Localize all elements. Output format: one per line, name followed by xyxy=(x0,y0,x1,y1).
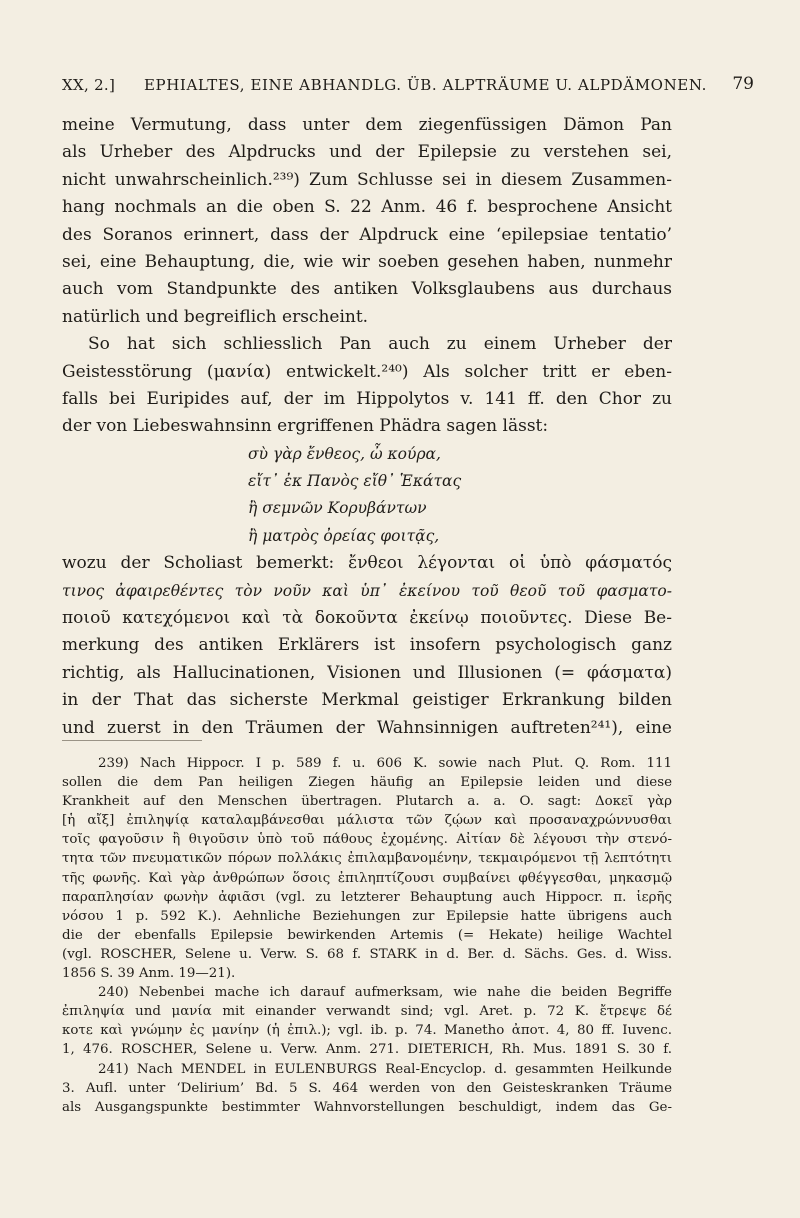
running-header xyxy=(62,76,754,102)
running-title: EPHIALTES, EINE ABHANDLG. ÜB. ALPTRÄUME U. ALPDÄMONEN. xyxy=(144,76,707,94)
body-line: meine Vermutung, dass unter dem ziegenfüssigen Dämon Pan xyxy=(62,115,672,135)
body-line: der von Liebeswahnsinn ergriffenen Phädra sagen lässt: xyxy=(62,416,549,437)
body-line: nicht unwahrscheinlich.²³⁹) Zum Schlusse sei in diesem Zusammen- xyxy=(62,169,672,190)
footnote-line: νόσου 1 p. 592 K.). Aehnliche Beziehungen zur Epilepsie hatte übrigens auch xyxy=(62,908,672,924)
body-line: merkung des antiken Erklärers ist insofern psychologisch ganz xyxy=(62,635,672,656)
body-line: in der That das sicherste Merkmal geistiger Erkrankung bilden xyxy=(62,690,672,711)
footnote-line: ἐπιληψία und μανία mit einander verwandt sind; vgl. Aret. p. 72 K. ἔτρεψε δέ xyxy=(62,1004,672,1020)
body-line: als Urheber des Alpdrucks und der Epilepsie zu verstehen sei, xyxy=(62,142,672,163)
footnote-line: παραπλησίαν φωνὴν ἀφιᾶσι (vgl. zu letzterer Behauptung auch Hippocr. π. ἱερῆς xyxy=(62,889,672,905)
footnote-line: τοῖς φαγοῦσιν ἢ θιγοῦσιν ὑπὸ τοῦ πάθους ἐχομένης. Αἰτίαν δὲ λέγουσι τὴν στενό- xyxy=(62,832,672,848)
body-line: richtig, als Hallucinationen, Visionen und Illusionen (= φάσματα) xyxy=(62,662,672,683)
footnote-line: als Ausgangspunkte bestimmter Wahnvorstellungen beschuldigt, indem das Ge- xyxy=(62,1099,672,1115)
footnote-rule xyxy=(62,740,202,741)
footnotes xyxy=(62,754,672,1117)
footnote-line: 240) Nebenbei mache ich darauf aufmerksam, wie nahe die beiden Begriffe xyxy=(98,985,672,1001)
body-line: des Soranos erinnert, dass der Alpdruck eine ‘epilepsiae tentatio’ xyxy=(62,224,672,245)
section-ref: XX, 2.] xyxy=(62,76,116,94)
footnote-line: 3. Aufl. unter ‘Delirium’ Bd. 5 S. 464 werden von den Geisteskranken Träume xyxy=(62,1080,672,1096)
body-line: Geistesstörung (μανία) entwickelt.²⁴⁰) Als solcher tritt er eben- xyxy=(62,361,672,382)
body-line: So hat sich schliesslich Pan auch zu einem Urheber der xyxy=(88,334,672,355)
body-line: auch vom Standpunkte des antiken Volksglaubens aus durchaus xyxy=(62,279,672,300)
verse-line: εἴτ᾽ ἐκ Πανὸς εἴθ᾽ Ἑκάτας xyxy=(248,472,462,491)
footnote-line: κοτε καὶ γνώμην ἐς μανίην (ἡ ἐπιλ.); vgl. ib. p. 74. Manetho ἀποτ. 4, 80 ff. Iuvenc. xyxy=(62,1023,672,1039)
footnote-line: (vgl. ROSCHER, Selene u. Verw. S. 68 f. STARK in d. Ber. d. Sächs. Ges. d. Wiss. xyxy=(62,946,672,962)
footnote-line: Krankheit auf den Menschen übertragen. Plutarch a. a. O. sagt: Δοκεῖ γὰρ xyxy=(62,794,672,810)
body-line: wozu der Scholiast bemerkt: ἔνθεοι λέγονται οἱ ὑπὸ φάσματός xyxy=(62,553,672,574)
footnote-line: τῆς φωνῆς. Καὶ γὰρ ἀνθρώπων ὅσοις ἐπιληπτίζουσι συμβαίνει φθέγγεσθαι, μηκασμῷ xyxy=(62,870,672,886)
footnote-line: sollen die dem Pan heiligen Ziegen häufig an Epilepsie leiden und diese xyxy=(62,775,672,791)
footnote-line: 1856 S. 39 Anm. 19—21). xyxy=(62,966,236,982)
footnote-line: [ἡ αἴξ] ἐπιληψίᾳ καταλαμβάνεσθαι μάλιστα τῶν ζῴων καὶ προσαναχρώννυσθαι xyxy=(62,813,672,829)
body-line: falls bei Euripides auf, der im Hippolytos v. 141 ff. den Chor zu xyxy=(62,388,672,409)
verse-line: ἢ σεμνῶν Κορυβάντων xyxy=(248,499,427,518)
footnote-line: 1, 476. ROSCHER, Selene u. Verw. Anm. 271. DIETERICH, Rh. Mus. 1891 S. 30 f. xyxy=(62,1042,672,1058)
body-line: τινος ἀφαιρεθέντες τὸν νοῦν καὶ ὑπ᾽ ἐκείνου τοῦ θεοῦ τοῦ φασματο- xyxy=(62,581,672,600)
page-number: 79 xyxy=(732,74,754,94)
footnote-line: die der ebenfalls Epilepsie bewirkenden Artemis (= Hekate) heilige Wachtel xyxy=(62,927,672,943)
body-line: ποιοῦ κατεχόμενοι καὶ τὰ δοκοῦντα ἐκείνῳ ποιοῦντες. Diese Be- xyxy=(62,608,672,629)
body-line: und zuerst in den Träumen der Wahnsinnigen auftreten²⁴¹), eine xyxy=(62,717,672,738)
footnote-line: τητα τῶν πνευματικῶν πόρων πολλάκις ἐπιλαμβανομένην, τεκμαιρόμενοι τῇ λεπτότητι xyxy=(62,851,672,867)
body-text xyxy=(62,112,672,742)
body-line: natürlich und begreiflich erscheint. xyxy=(62,306,369,327)
body-line: sei, eine Behauptung, die, wie wir soeben gesehen haben, nunmehr xyxy=(62,251,672,272)
verse-line: σὺ γὰρ ἔνθεος, ὦ κούρα, xyxy=(248,444,441,463)
verse-line: ἢ ματρὸς ὀρείας φοιτᾷς, xyxy=(248,526,440,545)
body-line: hang nochmals an die oben S. 22 Anm. 46 f. besprochene Ansicht xyxy=(62,197,672,218)
footnote-line: 241) Nach MENDEL in EULENBURGS Real-Encyclop. d. gesammten Heilkunde xyxy=(98,1061,672,1077)
footnote-line: 239) Nach Hippocr. I p. 589 f. u. 606 K. sowie nach Plut. Q. Rom. 111 xyxy=(98,756,672,771)
